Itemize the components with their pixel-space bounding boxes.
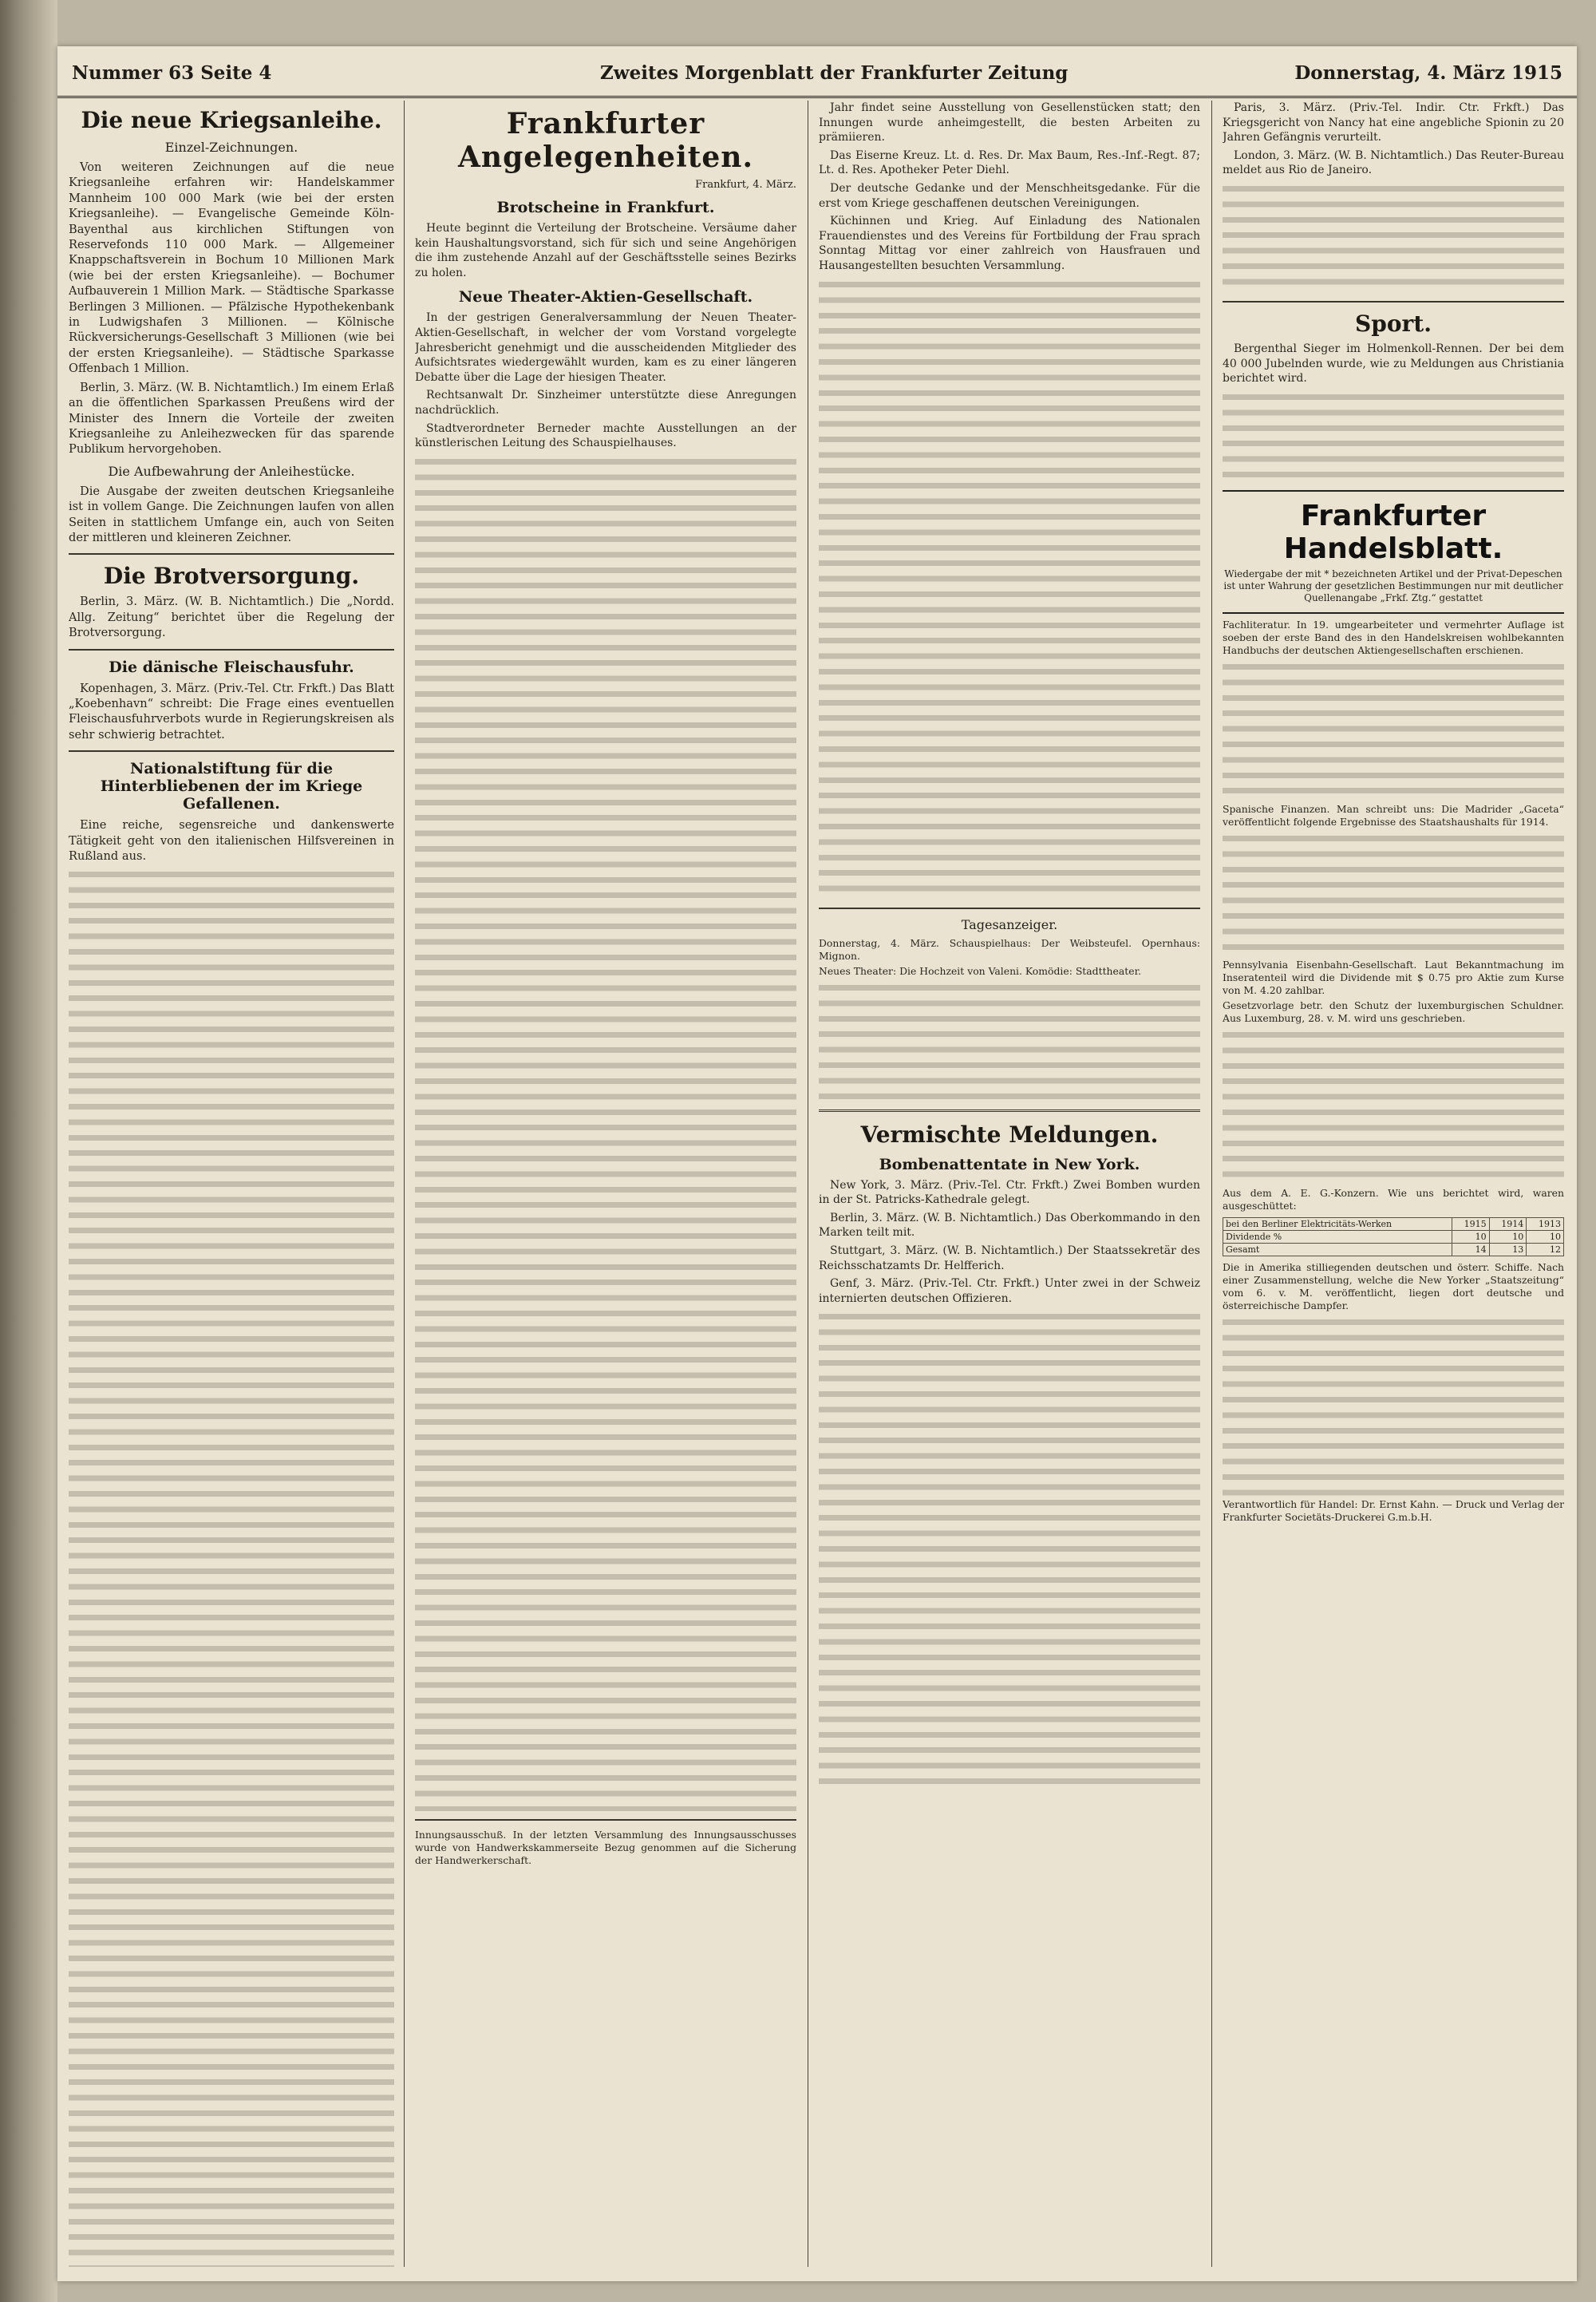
copyright-note: Wiedergabe der mit * bezeichneten Artikel und der Privat-Depeschen ist unter Wahrung der gesetzlichen Bestimmungen nur mit deutlicher Quellenangabe „Frkf. Ztg.“ gestattet	[1223, 568, 1563, 603]
text-lines	[1223, 390, 1564, 485]
footer-note: Verantwortlich für Handel: Dr. Ernst Kahn. — Druck und Verlag der Frankfurter Societäts-Druckerei G.m.b.H.	[1223, 1497, 1564, 1523]
article-text: Die Ausgabe der zweiten deutschen Kriegsanleihe ist in vollem Gange. Die Zeichnungen laufen von allen Seiten in stattlichem Umfange ein, auch von Seiten der mittleren und kleineren Zeichner.	[69, 484, 394, 544]
article-text: Stuttgart, 3. März. (W. B. Nichtamtlich.) Der Staatssekretär des Reichsschatzamts Dr. Helfferich.	[819, 1244, 1200, 1272]
schedule-text: Donnerstag, 4. März. Schauspielhaus: Der Weibsteufel. Opernhaus: Mignon.	[819, 936, 1200, 962]
article-text: New York, 3. März. (Priv.-Tel. Ctr. Frkft.) Zwei Bomben wurden in der St. Patricks-Kathedrale gelegt.	[819, 1178, 1200, 1207]
article-text: Spanische Finanzen. Man schreibt uns: Die Madrider „Gaceta“ veröffentlicht folgende Ergebnisse des Staatshaushalts für 1914.	[1223, 802, 1564, 828]
column-4	[1223, 101, 1564, 2267]
text-lines	[415, 454, 796, 1811]
article-text: Gesetzvorlage betr. den Schutz der luxemburgischen Schuldner. Aus Luxemburg, 28. v. M. wird uns geschrieben.	[1223, 999, 1564, 1024]
article-text: Rechtsanwalt Dr. Sinzheimer unterstützte diese Anregungen nachdrücklich.	[415, 389, 796, 417]
text-lines	[819, 277, 1200, 900]
article-text: Die in Amerika stilliegenden deutschen und österr. Schiffe. Nach einer Zusammenstellung, welche die New Yorker „Staatszeitung“ vom 6. v. M. veröffentlicht, liegen dort deutsche und österreichische Dampfer.	[1223, 1260, 1564, 1311]
article-text: Eine reiche, segensreiche und dankenswerte Tätigkeit geht von den italienischen Hilfsvereinen in Rußland aus.	[69, 818, 394, 863]
text-lines	[819, 1309, 1200, 1788]
article-text: Jahr findet seine Ausstellung von Gesellenstücken statt; den Innungen wurde anheimgestellt, die besten Arbeiten zu prämiieren.	[819, 101, 1200, 144]
article-text: Bergenthal Sieger im Holmenkoll-Rennen. Der bei dem 40 000 Jubelnden wurde, wie zu Meldungen aus Christiania berichtet wird.	[1223, 342, 1564, 386]
table-row: Dividende % 10 10 10	[1223, 1230, 1564, 1243]
section-headline: Sport.	[1355, 310, 1432, 337]
masthead: Zweites Morgenblatt der Frankfurter Zeitung	[600, 62, 1069, 84]
article-text: Paris, 3. März. (Priv.-Tel. Indir. Ctr. Frkft.) Das Kriegsgericht von Nancy hat eine angebliche Spionin zu 20 Jahren Gefängnis verurteilt.	[1223, 101, 1564, 144]
article-subheading: Die Aufbewahrung der Anleihestücke.	[108, 463, 355, 479]
article-text: Pennsylvania Eisenbahn-Gesellschaft. Laut Bekanntmachung im Inseratenteil wird die Dividende mit $ 0.75 pro Aktie zum Kurse von M. 4.20 zahlbar.	[1223, 958, 1564, 996]
article-text: Der deutsche Gedanke und der Menschheitsgedanke. Für die erst vom Kriege geschaffenen deutschen Vereinigungen.	[819, 181, 1200, 210]
dividend-table	[1223, 1217, 1564, 1256]
dateline: Frankfurt, 4. März.	[695, 179, 796, 191]
article-text: In der gestrigen Generalversammlung der Neuen Theater-Aktien-Gesellschaft, in welcher der vom Vorstand vorgelegte Jahresbericht genehmigt und die ausscheidenden Mitglieder des Aufsichtsrates wiedergewählt wurden, kam es zu einer längeren Debatte über die Lage der hiesigen Theater.	[415, 311, 796, 384]
text-lines	[69, 867, 394, 2267]
text-lines	[1223, 1027, 1564, 1187]
column-1	[69, 101, 394, 2267]
article-headline: Bombenattentate in New York.	[879, 1155, 1140, 1173]
article-text: Kopenhagen, 3. März. (Priv.-Tel. Ctr. Frkft.) Das Blatt „Koebenhavn“ schreibt: Die Frage eines eventuellen Fleischausfuhrverbots wurde in Regierungskreisen als sehr schwierig betrachtet.	[69, 681, 394, 742]
text-lines	[1223, 831, 1564, 959]
column-rule	[1211, 101, 1212, 2267]
article-text: London, 3. März. (W. B. Nichtamtlich.) Das Reuter-Bureau meldet aus Rio de Janeiro.	[1223, 148, 1564, 177]
table-row: bei den Berliner Elektricitäts-Werken 1915 1914 1913	[1223, 1217, 1564, 1230]
column-rule	[404, 101, 405, 2267]
handelsblatt-masthead	[1223, 490, 1564, 614]
schedule-text: Neues Theater: Die Hochzeit von Valeni. Komödie: Stadttheater.	[819, 964, 1142, 977]
divider	[819, 1109, 1200, 1112]
article-text: Berlin, 3. März. (W. B. Nichtamtlich.) Die „Nordd. Allg. Zeitung“ berichtet über die Regelung der Brotversorgung.	[69, 595, 394, 640]
column-3	[819, 101, 1200, 2267]
text-lines	[1223, 1315, 1564, 1498]
article-text: Fachliteratur. In 19. umgearbeiteter und vermehrter Auflage ist soeben der erste Band des in den Handelskreisen wohlbekannten Handbuchs der deutschen Aktiengesellschaften erschienen.	[1223, 618, 1564, 656]
book-spine	[0, 0, 57, 2302]
article-headline: Die dänische Fleischausfuhr.	[109, 658, 354, 676]
divider	[69, 553, 394, 555]
page-header	[57, 46, 1577, 98]
article-subheading: Einzel-Zeichnungen.	[164, 140, 298, 155]
article-text: Von weiteren Zeichnungen auf die neue Kriegsanleihe erfahren wir: Handelskammer Mannheim 100 000 Mark (wie bei der ersten Kriegsanleihe). — Evangelische Gemeinde Köln-Bayenthal aus kirchlichen Stiftungen von Reservefonds 110 000 Mark. — Allgemeiner Knappschaftsverein in Bochum 10 Millionen Mark (wie bei der ersten Kriegsanleihe). — Bochumer Aufbauverein 1 Million Mark. — Städtische Sparkasse Berlingen 3 Millionen. — Pfälzische Hypothekenbank in Ludwigshafen 3 Millionen. — Kölnische Rückversicherungs-Gesellschaft 3 Millionen (wie bei der ersten Kriegsanleihe). — Städtische Sparkasse Offenbach 1 Million.	[69, 160, 394, 376]
schedule-heading: Tagesanzeiger.	[961, 916, 1058, 932]
issue-date: Donnerstag, 4. März 1915	[1294, 62, 1562, 84]
divider	[1223, 301, 1564, 303]
table-row: Gesamt 14 13 12	[1223, 1243, 1564, 1256]
article-headline: Die Brotversorgung.	[103, 563, 360, 590]
divider	[415, 1819, 796, 1821]
article-text: Das Eiserne Kreuz. Lt. d. Res. Dr. Max Baum, Res.-Inf.-Regt. 87; Lt. d. Res. Apotheker Peter Diehl.	[819, 148, 1200, 177]
article-text: Stadtverordneter Berneder machte Ausstellungen an der künstlerischen Leitung des Schauspielhauses.	[415, 421, 796, 450]
divider	[819, 908, 1200, 909]
section-headline: Vermischte Meldungen.	[860, 1121, 1159, 1148]
section-headline: Frankfurter Handelsblatt.	[1283, 499, 1503, 565]
divider	[69, 750, 394, 752]
article-text: Genf, 3. März. (Priv.-Tel. Ctr. Frkft.) Unter zwei in der Schweiz internierten deutschen Offizieren.	[819, 1277, 1200, 1305]
article-text: Heute beginnt die Verteilung der Brotscheine. Versäume daher kein Haushaltungsvorstand, sich für sich und seine Angehörigen die ihm zustehende Anzahl auf der Geschäftsstelle seines Bezirks zu holen.	[415, 222, 796, 279]
section-headline: Frankfurter Angelegenheiten.	[457, 107, 753, 174]
article-headline: Nationalstiftung für die Hinterbliebenen der im Kriege Gefallenen.	[100, 760, 363, 813]
divider	[69, 649, 394, 651]
article-text: Berlin, 3. März. (W. B. Nichtamtlich.) Im einem Erlaß an die öffentlichen Sparkassen Preußens wird der Minister des Innern die Vorteile der zweiten Kriegsanleihe zu Anleihezwecken für das sparende Publikum hervorgehoben.	[69, 380, 394, 457]
text-lines	[1223, 181, 1564, 293]
newspaper-page	[57, 46, 1577, 2281]
page-number: Nummer 63 Seite 4	[72, 62, 272, 84]
notice-text: Innungsausschuß. In der letzten Versammlung des Innungsausschusses wurde von Handwerkskammerseite Bezug genommen auf die Sicherung der Handwerkerschaft.	[415, 1828, 796, 1866]
column-2	[415, 101, 796, 2267]
article-headline: Neue Theater-Aktien-Gesellschaft.	[458, 288, 753, 307]
text-lines	[819, 980, 1200, 1100]
text-lines	[1223, 659, 1564, 803]
article-headline: Die neue Kriegsanleihe.	[81, 107, 382, 133]
article-text: Aus dem A. E. G.-Konzern. Wie uns berichtet wird, waren ausgeschüttet:	[1223, 1186, 1564, 1212]
article-text: Küchinnen und Krieg. Auf Einladung des Nationalen Frauendienstes und des Vereins für Fortbildung der Frau sprach Sonntag Mittag vor einer zahlreich von Hausfrauen und Hausangestellten besuchten Versammlung.	[819, 215, 1200, 272]
article-headline: Brotscheine in Frankfurt.	[496, 199, 715, 216]
article-text: Berlin, 3. März. (W. B. Nichtamtlich.) Das Oberkommando in den Marken teilt mit.	[819, 1211, 1200, 1240]
